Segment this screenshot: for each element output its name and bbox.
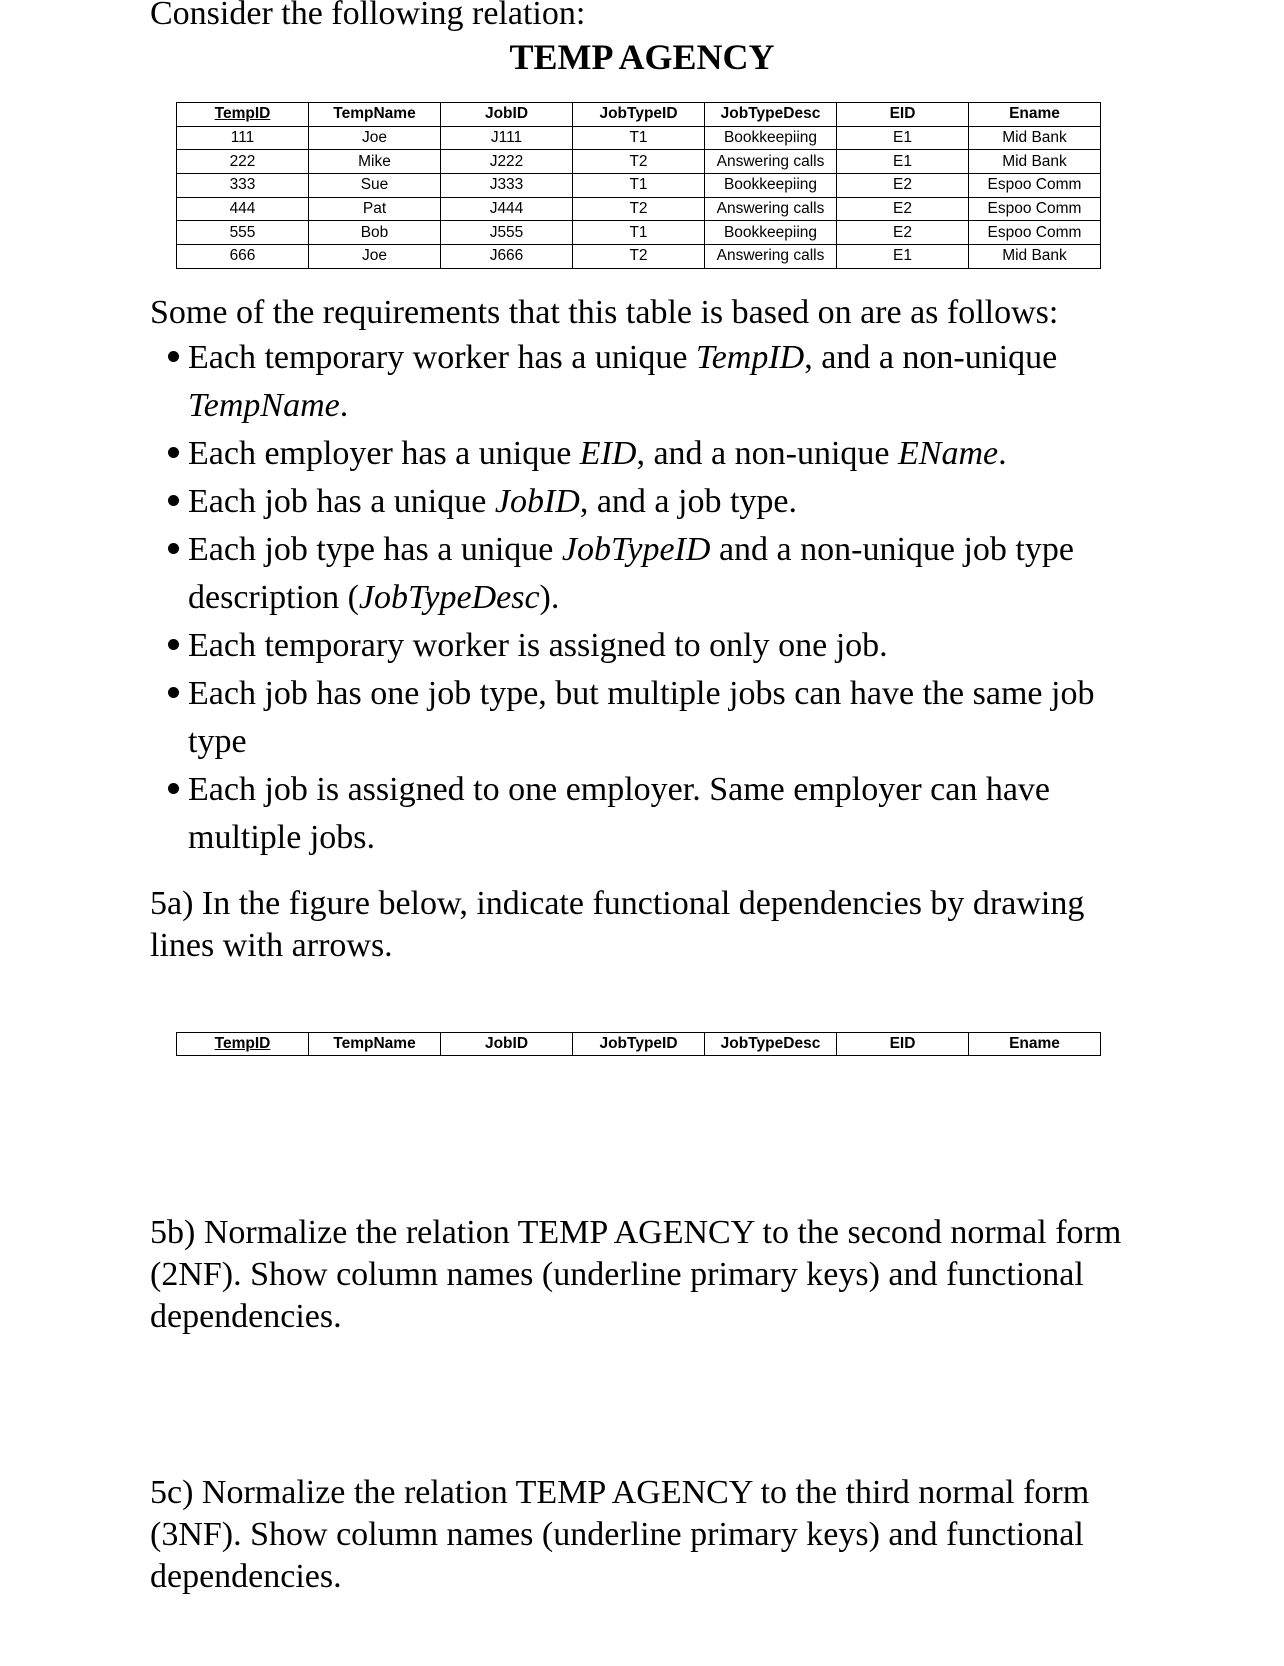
table-cell: Bookkeepiing bbox=[705, 126, 837, 150]
table-cell: T1 bbox=[573, 221, 705, 245]
col-header-tempid: TempID bbox=[177, 103, 309, 127]
table-cell: J444 bbox=[441, 197, 573, 221]
table-cell: Answering calls bbox=[705, 245, 837, 269]
fd-col-jobtypedesc: JobTypeDesc bbox=[705, 1033, 837, 1056]
fd-col-jobtypeid: JobTypeID bbox=[573, 1033, 705, 1056]
table-cell: 555 bbox=[177, 221, 309, 245]
table-cell: Joe bbox=[309, 245, 441, 269]
table-cell: E1 bbox=[837, 150, 969, 174]
fd-col-ename: Ename bbox=[969, 1033, 1101, 1056]
bullet-icon bbox=[168, 783, 179, 794]
bullet-icon bbox=[168, 687, 179, 698]
table-cell: Espoo Comm bbox=[969, 221, 1101, 245]
col-header-tempname: TempName bbox=[309, 103, 441, 127]
relation-title-text: TEMP AGENCY bbox=[509, 37, 775, 77]
table-cell: Bookkeepiing bbox=[705, 174, 837, 198]
table-header-row bbox=[177, 103, 1101, 127]
col-header-jobtypedesc: JobTypeDesc bbox=[705, 103, 837, 127]
list-item: Each job has a unique JobID, and a job type. bbox=[150, 478, 1150, 526]
table-cell: 444 bbox=[177, 197, 309, 221]
list-item: Each temporary worker is assigned to only one job. bbox=[150, 622, 1150, 670]
table-cell: J333 bbox=[441, 174, 573, 198]
table-cell: T1 bbox=[573, 126, 705, 150]
bullet-icon bbox=[168, 495, 179, 506]
table-cell: Espoo Comm bbox=[969, 197, 1101, 221]
intro-text: Consider the following relation: bbox=[150, 0, 586, 32]
table-cell: Mid Bank bbox=[969, 245, 1101, 269]
bullet-icon bbox=[168, 639, 179, 650]
table-row bbox=[177, 126, 1101, 150]
fd-col-jobid: JobID bbox=[441, 1033, 573, 1056]
col-header-eid: EID bbox=[837, 103, 969, 127]
list-item: Each employer has a unique EID, and a non-unique EName. bbox=[150, 430, 1150, 478]
question-5b: 5b) Normalize the relation TEMP AGENCY to the second normal form (2NF). Show column names (underline primary keys) and functional dependencies. bbox=[150, 1214, 1122, 1335]
relation-title bbox=[0, 35, 1284, 79]
table-cell: Answering calls bbox=[705, 197, 837, 221]
table-cell: 333 bbox=[177, 174, 309, 198]
list-item: Each temporary worker has a unique TempID, and a non-unique TempName. bbox=[150, 334, 1150, 430]
list-item: Each job has one job type, but multiple jobs can have the same job type bbox=[150, 670, 1150, 766]
table-cell: Mid Bank bbox=[969, 126, 1101, 150]
bullet-icon bbox=[168, 447, 179, 458]
table-cell: T1 bbox=[573, 174, 705, 198]
fd-col-eid: EID bbox=[837, 1033, 969, 1056]
table-cell: J222 bbox=[441, 150, 573, 174]
bullet-icon bbox=[168, 351, 179, 362]
requirements-intro: Some of the requirements that this table is based on are as follows: bbox=[150, 294, 1059, 331]
col-header-ename: Ename bbox=[969, 103, 1101, 127]
table-cell: Sue bbox=[309, 174, 441, 198]
table-cell: Mike bbox=[309, 150, 441, 174]
fd-diagram-table bbox=[176, 1032, 1101, 1056]
table-cell: T2 bbox=[573, 245, 705, 269]
table-cell: T2 bbox=[573, 197, 705, 221]
table-cell: 222 bbox=[177, 150, 309, 174]
table-row bbox=[177, 245, 1101, 269]
table-cell: E2 bbox=[837, 174, 969, 198]
table-cell: 111 bbox=[177, 126, 309, 150]
table-cell: T2 bbox=[573, 150, 705, 174]
table-cell: Bob bbox=[309, 221, 441, 245]
table-cell: E2 bbox=[837, 197, 969, 221]
table-cell: J555 bbox=[441, 221, 573, 245]
table-cell: 666 bbox=[177, 245, 309, 269]
table-row bbox=[177, 221, 1101, 245]
col-header-jobid: JobID bbox=[441, 103, 573, 127]
table-cell: Mid Bank bbox=[969, 150, 1101, 174]
table-row bbox=[177, 150, 1101, 174]
table-cell: Espoo Comm bbox=[969, 174, 1101, 198]
bullet-icon bbox=[168, 543, 179, 554]
table-cell: E1 bbox=[837, 245, 969, 269]
list-item: Each job is assigned to one employer. Same employer can have multiple jobs. bbox=[150, 766, 1150, 862]
fd-col-tempname: TempName bbox=[309, 1033, 441, 1056]
col-header-jobtypeid: JobTypeID bbox=[573, 103, 705, 127]
fd-header-row bbox=[177, 1033, 1101, 1056]
table-cell: J111 bbox=[441, 126, 573, 150]
table-row bbox=[177, 197, 1101, 221]
table-cell: J666 bbox=[441, 245, 573, 269]
temp-agency-table bbox=[176, 102, 1101, 269]
table-row bbox=[177, 174, 1101, 198]
requirements-list bbox=[150, 334, 1150, 862]
list-item: Each job type has a unique JobTypeID and a non-unique job type description (JobTypeDesc). bbox=[150, 526, 1150, 622]
table-cell: Answering calls bbox=[705, 150, 837, 174]
question-5c: 5c) Normalize the relation TEMP AGENCY to the third normal form (3NF). Show column names (underline primary keys) and functional dependencies. bbox=[150, 1474, 1090, 1595]
table-cell: Pat bbox=[309, 197, 441, 221]
table-cell: Bookkeepiing bbox=[705, 221, 837, 245]
table-cell: E2 bbox=[837, 221, 969, 245]
table-cell: Joe bbox=[309, 126, 441, 150]
fd-col-tempid: TempID bbox=[177, 1033, 309, 1056]
question-5a: 5a) In the figure below, indicate functional dependencies by drawing lines with arrows. bbox=[150, 885, 1085, 964]
table-cell: E1 bbox=[837, 126, 969, 150]
